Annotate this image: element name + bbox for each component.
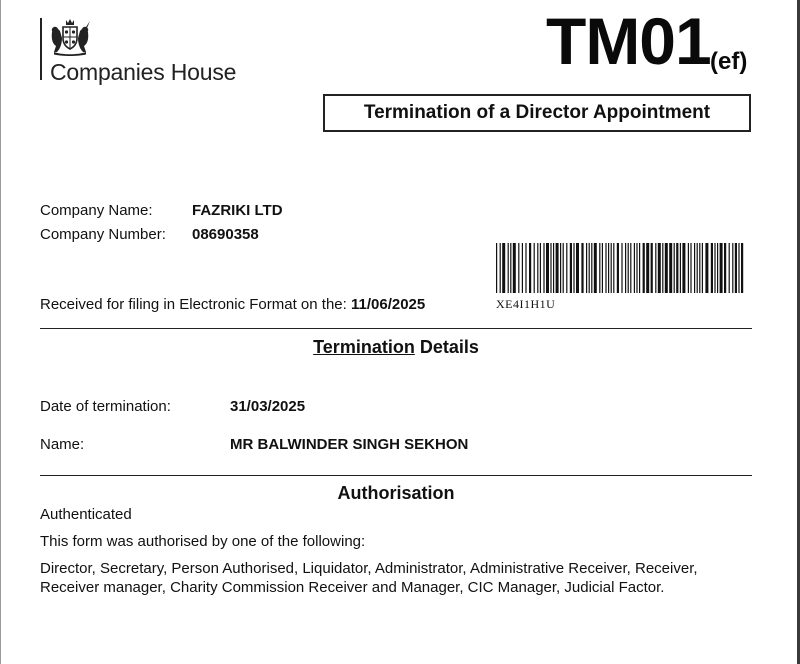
barcode-bar [617,243,619,293]
barcode-bar [738,243,739,293]
director-name-value-row [230,436,468,453]
barcode-bar [589,243,590,293]
barcode-bar [646,243,649,293]
form-code-suffix: (ef) [710,48,748,75]
received-filing-date: 11/06/2025 [350,296,426,313]
barcode-bar [570,243,572,293]
barcode-bar [669,243,672,293]
barcode-bar [560,243,561,293]
barcode-bar [540,243,541,293]
barcode-icon [496,243,746,293]
divider-termination [40,328,752,329]
barcode-bar [732,243,733,293]
barcode-bar [636,243,637,293]
company-number-value: 08690358 [192,226,259,243]
barcode-bar [534,243,535,293]
barcode-bar [625,243,626,293]
barcode-bar [699,243,700,293]
termination-details-heading [40,337,752,358]
barcode-bar [496,243,497,293]
barcode-bar [586,243,587,293]
barcode-text: XE4I1H1U [496,297,556,311]
barcode-bar [729,243,730,293]
termination-heading-rest: Details [414,337,479,357]
barcode-bar [690,243,691,293]
barcode-bar [643,243,645,293]
barcode-bar [608,243,609,293]
director-name-row [40,436,84,453]
organisation-name: Companies House [50,59,237,85]
director-name-value: MR BALWINDER SINGH SEKHON [230,436,469,453]
company-number-value-row [192,226,259,243]
barcode-bar [674,243,675,293]
barcode-bar [591,243,592,293]
barcode-bar [724,243,726,293]
authorisation-heading: Authorisation [337,483,455,503]
companies-house-logo [40,18,270,85]
barcode-bar [522,243,523,293]
barcode-bar [662,243,663,293]
barcode-bar [605,243,606,293]
barcode-bar [711,243,713,293]
authorisation-roles: Director, Secretary, Person Authorised, Liquidator, Administrator, Administrative Receiver, Receiver, Receiver manager, Charity Commission Receiver and Manager, CIC Manager, Judicial Factor. [40,560,698,596]
barcode-bar [513,243,516,293]
authorisation-status: Authenticated [40,506,132,523]
page-edge-left [0,0,1,664]
barcode-bar [553,243,554,293]
barcode-bar [655,243,656,293]
barcode-bar [680,243,681,293]
director-name-label: Name: [40,436,85,453]
received-filing-label: Received for filing in Electronic Format on the: [40,296,347,313]
company-number-row [40,226,166,243]
barcode-bar [602,243,603,293]
form-title-box [323,94,751,132]
barcode-bar [502,243,505,293]
barcode-bar [705,243,708,293]
company-name-label: Company Name: [40,202,153,219]
barcode-bar [510,243,511,293]
barcode-bar [594,243,597,293]
company-name-value-row [192,202,283,219]
barcode-bar [658,243,661,293]
barcode-bar [573,243,574,293]
form-code: TM01 [546,4,711,78]
termination-date-value: 31/03/2025 [230,398,306,415]
barcode-bar [694,243,695,293]
barcode-bar [735,243,737,293]
barcode-bar [621,243,622,293]
barcode-bar [682,243,685,293]
barcode-bar [599,243,600,293]
barcode-bar [563,243,564,293]
barcode-bar [676,243,678,293]
barcode-bar [613,243,614,293]
barcode-bar [628,243,629,293]
form-title: Termination of a Director Appointment [363,102,711,123]
logo-divider [40,18,42,80]
company-name-row [40,202,153,219]
barcode-bar [556,243,559,293]
barcode-bar [702,243,703,293]
barcode-bar [529,243,531,293]
barcode-bar [500,243,501,293]
barcode-bar [639,243,640,293]
barcode-bar [651,243,653,293]
barcode-bar [665,243,668,293]
authorisation-intro: This form was authorised by one of the following: [40,533,366,550]
divider-authorisation [40,475,752,476]
barcode-bar [566,243,567,293]
barcode-bar [550,243,551,293]
barcode-bar [714,243,715,293]
barcode-bar [546,243,549,293]
barcode-bar [611,243,612,293]
barcode-bar [525,243,526,293]
termination-date-row [40,398,171,415]
company-name-value: FAZRIKI LTD [192,202,283,219]
barcode-bar [518,243,519,293]
barcode-bar [717,243,718,293]
barcode-bar [508,243,509,293]
barcode-bar [537,243,538,293]
barcode-bar [634,243,635,293]
barcode-bar [741,243,743,293]
barcode-bar [630,243,631,293]
received-filing-row [40,296,425,313]
barcode-bar [581,243,583,293]
termination-date-value-row [230,398,305,415]
royal-coat-of-arms-icon [48,18,92,56]
barcode-bar [576,243,579,293]
termination-date-label: Date of termination: [40,398,171,415]
company-number-label: Company Number: [40,226,166,243]
barcode-bar [720,243,723,293]
barcode-bar [697,243,698,293]
barcode-bar [688,243,689,293]
termination-heading-underlined: Termination [313,337,415,357]
barcode-bar [543,243,544,293]
